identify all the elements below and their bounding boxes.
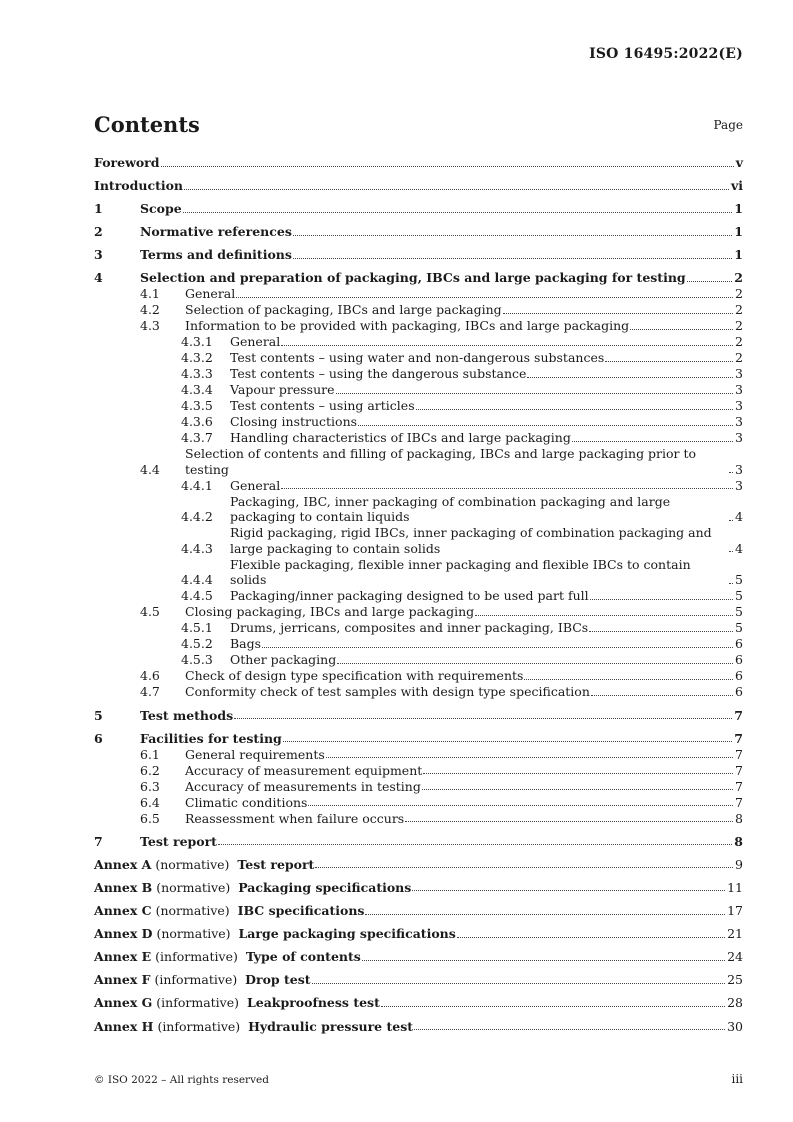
- toc-number: 4.2: [140, 302, 160, 318]
- toc-title-cell: [230, 366, 735, 382]
- toc-title-cell: [140, 247, 734, 263]
- toc-subsubsection[interactable]: [94, 430, 743, 446]
- toc-page: 1: [734, 201, 743, 217]
- toc-page: 8: [734, 833, 743, 849]
- toc-page: 5: [735, 604, 743, 620]
- toc-number: 4.5.1: [181, 620, 213, 636]
- dot-leader: [412, 890, 725, 891]
- toc-title-cell: [230, 478, 735, 494]
- toc-number: 7: [94, 833, 103, 849]
- dot-leader: [457, 937, 725, 938]
- toc-title-cell: [230, 620, 735, 636]
- toc-page: 7: [734, 730, 743, 746]
- toc-title: General: [230, 334, 281, 350]
- dot-leader: [283, 741, 733, 742]
- annex-label: [94, 972, 245, 988]
- dot-leader: [326, 757, 733, 758]
- toc-number: 4.5.2: [181, 636, 213, 652]
- toc-page: 2: [735, 350, 743, 366]
- dot-leader: [414, 1029, 725, 1030]
- toc-subsubsection[interactable]: [94, 478, 743, 494]
- toc-number: 4.5.3: [181, 652, 213, 668]
- dot-leader: [281, 345, 733, 346]
- toc-page: 3: [735, 430, 743, 446]
- toc-number: 3: [94, 247, 103, 263]
- toc-title-cell: [248, 1019, 727, 1035]
- toc-title: Accuracy of measurements in testing: [185, 778, 421, 794]
- toc-number: 6.4: [140, 794, 160, 810]
- toc-subsubsection[interactable]: [94, 350, 743, 366]
- toc-title-cell: [185, 779, 735, 795]
- toc-title-cell: [230, 525, 735, 556]
- toc-title: Introduction: [94, 178, 184, 194]
- toc-title: Selection of contents and filling of packaging, IBCs and large packaging prior to testing: [185, 446, 697, 477]
- toc-title: Check of design type specification with requirements: [185, 668, 524, 684]
- toc-page: 7: [735, 746, 743, 762]
- toc-number: 4.4.4: [181, 572, 213, 588]
- dot-leader: [422, 789, 733, 790]
- toc-title-cell: [140, 270, 734, 286]
- annex-label: [94, 1019, 248, 1035]
- toc-title-cell: [230, 494, 735, 525]
- toc-title: Test methods: [140, 707, 234, 723]
- annex-kind: (normative): [155, 856, 230, 872]
- dot-leader: [405, 821, 733, 822]
- toc-subsubsection[interactable]: [94, 334, 743, 350]
- toc-title: Test report: [140, 833, 217, 849]
- toc-title: General: [230, 477, 281, 493]
- toc-subsubsection[interactable]: [94, 398, 743, 414]
- dot-leader: [308, 805, 733, 806]
- annex-kind: (informative): [155, 949, 238, 965]
- toc-page: 8: [735, 810, 743, 826]
- toc-subsection[interactable]: [94, 318, 743, 334]
- dot-leader: [312, 983, 726, 984]
- annex-title: Drop test: [245, 972, 311, 988]
- toc-title-cell: [246, 949, 727, 965]
- toc-number: 6.5: [140, 810, 160, 826]
- toc-title: Facilities for testing: [140, 730, 282, 746]
- annex-kind: (normative): [155, 903, 230, 919]
- toc-title-cell: [238, 903, 727, 919]
- annex-label: [94, 903, 238, 919]
- toc-page: 11: [727, 879, 743, 895]
- toc-title: Test contents – using articles: [230, 398, 415, 414]
- annex-label: [94, 949, 246, 965]
- toc-title-cell: [230, 430, 735, 446]
- toc-number: 1: [94, 201, 103, 217]
- toc-subsection[interactable]: [94, 747, 743, 763]
- toc-page: 17: [727, 903, 743, 919]
- dot-leader: [729, 520, 733, 521]
- toc-title-cell: [140, 834, 734, 850]
- toc-number: 4.3.5: [181, 398, 213, 414]
- copyright-notice: © ISO 2022 – All rights reserved: [94, 1074, 269, 1086]
- annex-title: Test report: [237, 856, 315, 872]
- toc-title-cell: [230, 652, 735, 668]
- toc-section[interactable]: [94, 708, 743, 724]
- toc-title: Test contents – using water and non-dangerous substances: [230, 350, 605, 366]
- toc-title: Rigid packaging, rigid IBCs, inner packaging of combination packaging and large packaging to contain solids: [230, 525, 712, 556]
- toc-number: 4.4.5: [181, 588, 213, 604]
- page-column-label: Page: [713, 118, 743, 132]
- toc-number: 4.4.2: [181, 509, 213, 525]
- toc-section[interactable]: [94, 224, 743, 240]
- toc-subsubsection[interactable]: [94, 382, 743, 398]
- toc-page: 5: [735, 572, 743, 588]
- dot-leader: [381, 1006, 725, 1007]
- dot-leader: [362, 960, 725, 961]
- toc-annex[interactable]: [94, 857, 743, 873]
- toc-annex[interactable]: [94, 880, 743, 896]
- toc-page: 21: [727, 926, 743, 942]
- toc-subsection[interactable]: [94, 286, 743, 302]
- toc-page: 3: [735, 414, 743, 430]
- annex-letter: Annex D: [94, 926, 153, 942]
- toc-page: 2: [734, 270, 743, 286]
- toc-number: 4.4: [140, 461, 160, 477]
- dot-leader: [423, 773, 733, 774]
- annex-label: [94, 880, 238, 896]
- toc-page: 6: [735, 652, 743, 668]
- toc-title: Accuracy of measurement equipment: [185, 762, 423, 778]
- toc-page: 7: [735, 778, 743, 794]
- toc-title-cell: [185, 747, 735, 763]
- toc-number: 4.3.4: [181, 382, 213, 398]
- dot-leader: [293, 258, 732, 259]
- toc-title: General: [185, 286, 236, 302]
- toc-subsubsection[interactable]: [94, 588, 743, 604]
- toc-subsection[interactable]: [94, 604, 743, 620]
- toc-entry[interactable]: [94, 155, 743, 171]
- toc-subsection[interactable]: [94, 668, 743, 684]
- toc-title-cell: [185, 446, 735, 477]
- toc-title-cell: [238, 880, 727, 896]
- toc-title: Vapour pressure: [230, 382, 335, 398]
- toc-subsection[interactable]: [94, 779, 743, 795]
- toc-title-cell: [94, 155, 736, 171]
- toc-title-cell: [185, 604, 735, 620]
- toc-title: Other packaging: [230, 652, 337, 668]
- toc-title-cell: [185, 763, 735, 779]
- toc-subsubsection[interactable]: [94, 494, 743, 525]
- toc-page: 25: [727, 972, 743, 988]
- toc-annex[interactable]: [94, 949, 743, 965]
- toc-number: 4.5: [140, 604, 160, 620]
- toc-page: 3: [735, 366, 743, 382]
- annex-kind: (informative): [157, 1018, 241, 1034]
- toc-page: 7: [735, 794, 743, 810]
- document-code: ISO 16495:2022(E): [589, 46, 743, 62]
- toc-number: 4.7: [140, 684, 160, 700]
- toc-title: Reassessment when failure occurs: [185, 810, 405, 826]
- dot-leader: [589, 631, 733, 632]
- annex-title: IBC specifications: [237, 903, 365, 919]
- toc-title: Normative references: [140, 224, 292, 240]
- annex-letter: Annex B: [94, 879, 153, 895]
- toc-annex[interactable]: [94, 903, 743, 919]
- toc-number: 4.3.2: [181, 350, 213, 366]
- toc-section[interactable]: [94, 270, 743, 286]
- annex-label: [94, 857, 237, 873]
- dot-leader: [236, 297, 733, 298]
- toc-title: Drums, jerricans, composites and inner packaging, IBCs: [230, 620, 589, 636]
- toc-page: 3: [735, 461, 743, 477]
- annex-letter: Annex G: [94, 995, 153, 1011]
- dot-leader: [293, 235, 732, 236]
- toc-title: Terms and definitions: [140, 247, 292, 263]
- dot-leader: [687, 281, 733, 282]
- toc-section[interactable]: [94, 247, 743, 263]
- toc-page: 3: [735, 477, 743, 493]
- toc-title-cell: [185, 318, 735, 334]
- annex-letter: Annex F: [94, 972, 151, 988]
- annex-kind: (normative): [156, 926, 231, 942]
- toc-title: Flexible packaging, flexible inner packaging and flexible IBCs to contain solids: [230, 556, 691, 588]
- dot-leader: [475, 615, 733, 616]
- toc-page: 4: [735, 540, 743, 556]
- toc-subsubsection[interactable]: [94, 636, 743, 652]
- toc-page: vi: [730, 178, 743, 194]
- toc-title-cell: [140, 708, 734, 724]
- toc-title: Information to be provided with packaging, IBCs and large packaging: [185, 318, 630, 334]
- toc-annex[interactable]: [94, 972, 743, 988]
- toc-title-cell: [230, 414, 735, 430]
- toc-title-cell: [185, 684, 735, 700]
- toc-number: 4.1: [140, 286, 160, 302]
- toc-page: 6: [735, 684, 743, 700]
- annex-title: Type of contents: [245, 949, 361, 965]
- toc-title-cell: [239, 926, 728, 942]
- toc-page: 5: [735, 588, 743, 604]
- toc-subsection[interactable]: [94, 684, 743, 700]
- toc-subsection[interactable]: [94, 763, 743, 779]
- toc-title: Selection of packaging, IBCs and large packaging: [185, 302, 502, 318]
- toc-number: 4.3.3: [181, 366, 213, 382]
- toc-number: 6.1: [140, 746, 160, 762]
- toc-number: 6: [94, 730, 103, 746]
- toc-page: 1: [734, 224, 743, 240]
- dot-leader: [337, 663, 733, 664]
- annex-title: Large packaging specifications: [238, 926, 456, 942]
- annex-letter: Annex E: [94, 949, 152, 965]
- toc-subsubsection[interactable]: [94, 366, 743, 382]
- toc-number: 4.4.1: [181, 477, 213, 493]
- toc-entry[interactable]: [94, 178, 743, 194]
- dot-leader: [161, 166, 734, 167]
- toc-annex[interactable]: [94, 926, 743, 942]
- toc-page: 3: [735, 382, 743, 398]
- annex-kind: (informative): [156, 995, 240, 1011]
- toc-title-cell: [230, 557, 735, 588]
- toc-page: 4: [735, 509, 743, 525]
- annex-title: Leakproofness test: [246, 995, 380, 1011]
- toc-title-cell: [237, 857, 735, 873]
- toc-number: 4.6: [140, 668, 160, 684]
- toc-section[interactable]: [94, 731, 743, 747]
- annex-kind: (normative): [156, 879, 231, 895]
- toc-subsection[interactable]: [94, 795, 743, 811]
- toc-title: Selection and preparation of packaging, IBCs and large packaging for testing: [140, 270, 686, 286]
- toc-number: 6.2: [140, 762, 160, 778]
- dot-leader: [527, 377, 733, 378]
- toc-title: Foreword: [94, 155, 160, 170]
- dot-leader: [218, 844, 732, 845]
- dot-leader: [184, 189, 729, 190]
- dot-leader: [234, 718, 732, 719]
- toc-page: 2: [735, 334, 743, 350]
- toc-title: Handling characteristics of IBCs and large packaging: [230, 430, 571, 446]
- annex-kind: (informative): [154, 972, 238, 988]
- annex-letter: Annex A: [94, 856, 152, 872]
- toc-subsubsection[interactable]: [94, 414, 743, 430]
- toc-number: 4.3.7: [181, 430, 213, 446]
- toc-page: 7: [734, 707, 743, 723]
- toc-number: 4.3.1: [181, 334, 213, 350]
- toc-page: 2: [735, 318, 743, 334]
- toc-title: Bags: [230, 636, 262, 652]
- toc-title: Scope: [140, 201, 182, 217]
- toc-page: 7: [735, 762, 743, 778]
- toc-number: 5: [94, 707, 103, 723]
- toc-page: 28: [727, 995, 743, 1011]
- toc-title-cell: [185, 302, 735, 318]
- toc-number: 6.3: [140, 778, 160, 794]
- dot-leader: [336, 393, 734, 394]
- dot-leader: [281, 488, 733, 489]
- page-title: Contents: [94, 112, 200, 137]
- dot-leader: [365, 914, 725, 915]
- dot-leader: [605, 361, 733, 362]
- dot-leader: [524, 679, 733, 680]
- toc-title-cell: [94, 178, 731, 194]
- toc-title-cell: [230, 382, 735, 398]
- table-of-contents: [94, 155, 743, 1034]
- toc-page: 5: [735, 620, 743, 636]
- dot-leader: [630, 329, 733, 330]
- toc-number: 4.3.6: [181, 414, 213, 430]
- toc-number: 4: [94, 270, 103, 286]
- toc-annex[interactable]: [94, 1019, 743, 1035]
- toc-subsubsection[interactable]: [94, 525, 743, 556]
- toc-page: 6: [735, 636, 743, 652]
- toc-title-cell: [140, 201, 734, 217]
- toc-title-cell: [230, 350, 735, 366]
- toc-subsection[interactable]: [94, 811, 743, 827]
- toc-page: v: [735, 155, 743, 170]
- toc-title: Climatic conditions: [185, 794, 308, 810]
- dot-leader: [315, 867, 733, 868]
- annex-title: Packaging specifications: [238, 879, 412, 895]
- dot-leader: [591, 695, 733, 696]
- toc-page: 9: [735, 856, 743, 872]
- toc-subsubsection[interactable]: [94, 652, 743, 668]
- toc-title: Closing packaging, IBCs and large packaging: [185, 604, 475, 620]
- annex-letter: Annex C: [94, 903, 152, 919]
- toc-subsection[interactable]: [94, 446, 743, 477]
- toc-title: Packaging/inner packaging designed to be used part full: [230, 588, 589, 604]
- dot-leader: [590, 599, 733, 600]
- annex-letter: Annex H: [94, 1018, 154, 1034]
- toc-page: 2: [735, 286, 743, 302]
- toc-title-cell: [140, 731, 734, 747]
- toc-title: Conformity check of test samples with design type specification: [185, 684, 590, 700]
- toc-title-cell: [230, 334, 735, 350]
- toc-section[interactable]: [94, 201, 743, 217]
- dot-leader: [503, 313, 733, 314]
- dot-leader: [183, 212, 733, 213]
- toc-title-cell: [230, 588, 735, 604]
- toc-title: Closing instructions: [230, 414, 358, 430]
- toc-page: 24: [727, 949, 743, 965]
- dot-leader: [358, 425, 733, 426]
- toc-title: Packaging, IBC, inner packaging of combination packaging and large packaging to contain liquids: [230, 493, 671, 525]
- toc-annex[interactable]: [94, 995, 743, 1011]
- dot-leader: [729, 583, 733, 584]
- toc-title-cell: [230, 636, 735, 652]
- toc-page: 3: [735, 398, 743, 414]
- dot-leader: [416, 409, 733, 410]
- toc-page: 1: [734, 247, 743, 263]
- toc-subsubsection[interactable]: [94, 620, 743, 636]
- toc-title-cell: [247, 995, 727, 1011]
- dot-leader: [572, 441, 733, 442]
- toc-title: Test contents – using the dangerous substance: [230, 366, 527, 382]
- toc-number: 4.4.3: [181, 540, 213, 556]
- toc-title: General requirements: [185, 746, 325, 762]
- dot-leader: [262, 647, 733, 648]
- dot-leader: [729, 551, 733, 552]
- toc-subsubsection[interactable]: [94, 557, 743, 588]
- toc-title-cell: [185, 811, 735, 827]
- toc-page: 6: [735, 668, 743, 684]
- annex-label: [94, 926, 239, 942]
- toc-number: 4.3: [140, 318, 160, 334]
- toc-title-cell: [185, 286, 735, 302]
- toc-section[interactable]: [94, 834, 743, 850]
- toc-title-cell: [185, 668, 735, 684]
- annex-label: [94, 995, 247, 1011]
- toc-subsection[interactable]: [94, 302, 743, 318]
- toc-title-cell: [245, 972, 727, 988]
- toc-page: 30: [727, 1018, 743, 1034]
- toc-number: 2: [94, 224, 103, 240]
- page-number: iii: [731, 1072, 743, 1086]
- toc-title-cell: [185, 795, 735, 811]
- toc-title-cell: [230, 398, 735, 414]
- toc-title-cell: [140, 224, 734, 240]
- annex-title: Hydraulic pressure test: [248, 1018, 414, 1034]
- dot-leader: [729, 472, 733, 473]
- toc-page: 2: [735, 302, 743, 318]
